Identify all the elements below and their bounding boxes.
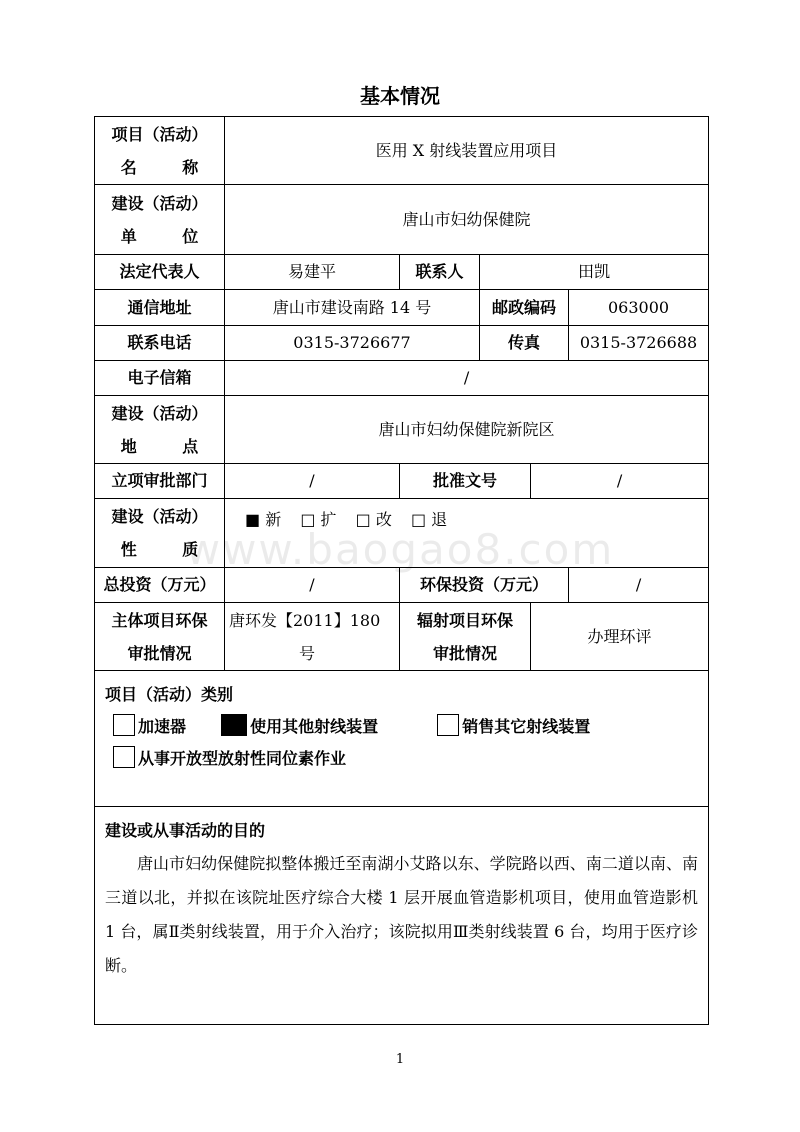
checkbox-checked-icon[interactable] (221, 714, 247, 736)
page-title: 基本情况 (360, 84, 440, 108)
checkbox-empty-icon[interactable] (113, 746, 135, 768)
email-value: / (225, 361, 709, 396)
category-option-isotope[interactable]: 从事开放型放射性同位素作业 (113, 743, 346, 775)
phone-value: 0315-3726677 (225, 326, 480, 361)
env-invest-label: 环保投资（万元） (400, 568, 569, 603)
postcode-value: 063000 (569, 290, 709, 326)
postcode-label: 邮政编码 (480, 290, 569, 326)
purpose-body: 唐山市妇幼保健院拟整体搬迁至南湖小艾路以东、学院路以西、南二道以南、南三道以北，并拟在该院址医疗综合大楼 1 层开展血管造影机项目，使用血管造影机 1 台，属Ⅱ类射线装置，用于介入治疗；该院拟用Ⅲ类射线装置 6 台，均用于医疗诊断。 (105, 854, 699, 975)
fax-label: 传真 (480, 326, 569, 361)
page-number: 1 (395, 1052, 405, 1067)
category-option-sell-ray[interactable]: 销售其它射线装置 (437, 711, 590, 743)
nature-options (225, 499, 709, 568)
nature-option-new[interactable]: ■ 新 (245, 510, 282, 529)
rad-env-value: 办理环评 (531, 603, 709, 671)
unit-label: 建设（活动） 单 位 (95, 185, 225, 255)
watermark: www.baogao8.com (185, 525, 615, 574)
site-value: 唐山市妇幼保健院新院区 (225, 396, 709, 464)
phone-label: 联系电话 (95, 326, 225, 361)
rad-env-label: 辐射项目环保 审批情况 (400, 603, 531, 671)
email-label: 电子信箱 (95, 361, 225, 396)
env-invest-value: / (569, 568, 709, 603)
checkbox-empty-icon[interactable] (113, 714, 135, 736)
category-heading: 项目（活动）类别 (105, 685, 234, 704)
project-name-label: 项目（活动） 名 称 (95, 117, 225, 185)
purpose-heading: 建设或从事活动的目的 (105, 821, 266, 840)
basic-info-table (94, 116, 709, 1025)
legal-rep-label: 法定代表人 (95, 255, 225, 290)
address-label: 通信地址 (95, 290, 225, 326)
address-value: 唐山市建设南路 14 号 (225, 290, 480, 326)
contact-value: 田凯 (480, 255, 709, 290)
approval-dept-label: 立项审批部门 (95, 464, 225, 499)
nature-option-modify[interactable]: □ 改 (355, 510, 392, 529)
checkbox-empty-icon[interactable] (437, 714, 459, 736)
approval-no-label: 批准文号 (400, 464, 531, 499)
category-option-accelerator[interactable]: 加速器 (113, 711, 186, 743)
category-section (95, 671, 709, 807)
legal-rep-value: 易建平 (225, 255, 400, 290)
fax-value: 0315-3726688 (569, 326, 709, 361)
total-invest-value: / (225, 568, 400, 603)
main-env-value: 唐环发【2011】180 号 (225, 603, 400, 671)
unit-value: 唐山市妇幼保健院 (225, 185, 709, 255)
nature-label: 建设（活动） 性 质 (95, 499, 225, 568)
contact-label: 联系人 (400, 255, 480, 290)
site-label: 建设（活动） 地 点 (95, 396, 225, 464)
project-name-value: 医用 X 射线装置应用项目 (225, 117, 709, 185)
approval-dept-value: / (225, 464, 400, 499)
nature-option-retire[interactable]: □ 退 (410, 510, 448, 529)
approval-no-value: / (531, 464, 709, 499)
purpose-section (95, 807, 709, 1025)
category-option-other-ray[interactable]: 使用其他射线装置 (221, 711, 378, 743)
main-env-label: 主体项目环保 审批情况 (95, 603, 225, 671)
total-invest-label: 总投资（万元） (95, 568, 225, 603)
nature-option-expand[interactable]: □ 扩 (300, 510, 337, 529)
